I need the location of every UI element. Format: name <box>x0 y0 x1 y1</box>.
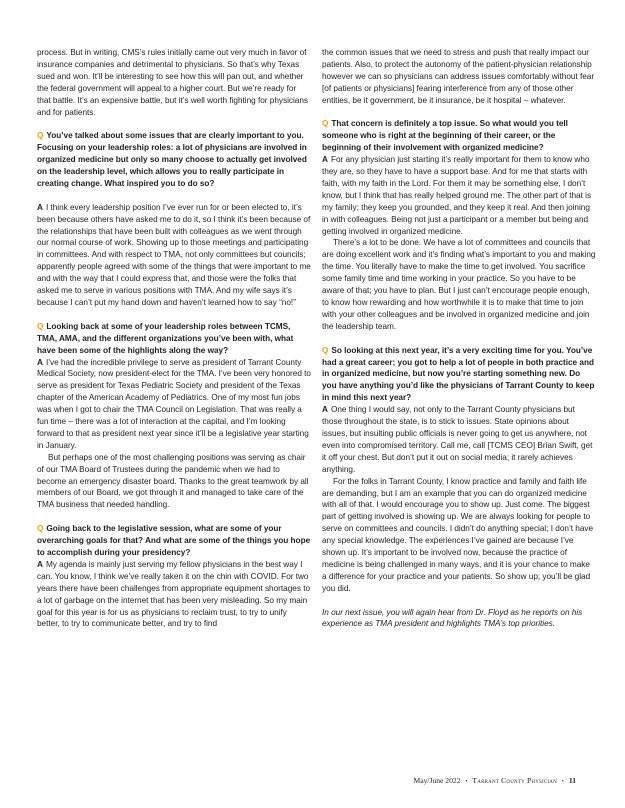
answer-text: My agenda is mainly just serving my fellow physicians in the best way I can. You know, I think we’ve really taken it on the chin with COVID. For two years there have been challenges from appropriate equipment shortages to a lot of garbage on the internet that has been very misleading. So my main goal for this year is for us as physicians to reclaim trust, to try to unify better, to try to communicate better, and try to find <box>37 559 311 629</box>
answer-text: I’ve had the incredible privilege to serve as president of Tarrant County Medical Society, now president-elect for the TMA. I’ve been very honored to serve as president for Texas Pediatric Society and president of the Texas chapter of the American Academy of Pediatrics. One of my most fun jobs was when I got to chair the TMA Council on Legislation. That was really a fun time – there was a lot of interaction at the capital, and I’m looking forward to that as president next year since it’ll be a legislative year starting in January. <box>37 357 311 450</box>
continued-paragraph: the common issues that we need to stress and push that really impact our patients. Also, to protect the autonomy of the patient-physician relationship however we can so physicians can address issues comfortably without fear [of patients or physicians] fearing interference from any of those other entities, be it government, be it insurance, be it hospital – whatever. <box>322 48 595 105</box>
question-5 <box>322 345 596 405</box>
answer-marker: A <box>37 357 43 367</box>
intro-paragraph: process. But in writing, CMS’s rules initially came out very much in favor of insurance companies and detrimental to physicians. So that’s why Texas sued and won. It’ll be interesting to see how this will pan out, and whether the federal government will appeal to a higher court. But we’re ready for that battle. It’s an expensive battle, but it’s well worth fighting for physicians and for patients. <box>37 48 309 117</box>
question-3 <box>37 523 311 559</box>
answer-text: For any physician just starting it’s really important for them to know who they are, so they have to have a support base. And for me that starts with faith, with my faith in the Lord. For them it may be something else, I don’t know, but I think that has really helped ground me. The other part of that is my family; they keep you grounded, and they keep it real. And then joining in with colleagues. Being not just a participant or a member but being and getting involved in organized medicine. <box>322 155 592 236</box>
answer-3 <box>37 559 311 630</box>
answer-text: One thing I would say, not only to the Tarrant County physicians but those throughout the state, is to stick to issues. State opinions about issues, but insulting public officials is never going to get us anywhere, not even into compromised territory. Call me, call [TCMS CEO] Brian Swift, get it off your chest. But don’t put it out on social media; it rarely achieves anything. <box>322 405 593 474</box>
footer-separator: • <box>561 779 564 785</box>
question-text: That concern is definitely a top issue. So what would you tell someone who is right at the beginning of their career, or the beginning of their involvement with organized medicine? <box>322 119 568 153</box>
answer-5 <box>322 404 596 475</box>
question-marker: Q <box>37 524 44 534</box>
question-text: Going back to the legislative session, what are some of your overarching goals for that? And what are some of the things you hope to accomplish during your presidency? <box>37 524 311 557</box>
answer-marker: A <box>322 405 328 415</box>
answer-marker: A <box>37 559 43 569</box>
question-2 <box>37 321 311 357</box>
question-marker: Q <box>37 321 44 331</box>
magazine-name: Tarrant County Physician <box>472 776 557 785</box>
answer-4-continued: There’s a lot to be done. We have a lot of committees and councils that are doing excellent work and it’s finding what’s important to you and making the time. You literally have to make the time to get involved. You sacrifice some family time and time working in your practice. So you have to be aware of that; you have to plan. But I just can’t encourage people enough, to know how rewarding and how worthwhile it is to make that time to join with your other colleagues and be involved in organized medicine and join the leadership team. <box>322 238 596 331</box>
page-footer <box>413 776 576 785</box>
page-number: 11 <box>568 776 576 785</box>
question-text: You’ve talked about some issues that are clearly important to you. Focusing on your leadership roles: a lot of physicians are involved in organized medicine but only so many choose to actually get involved on the leadership level, which allows you to really participate in creating change. What inspired you to do so? <box>37 131 307 188</box>
answer-text: I think every leadership position I’ve ever run for or been elected to, it’s been because others have asked me to do it, so I think it’s been because of the relationships that have been built with colleagues as we went through our normal course of work. Showing up to those meetings and participating in committees. And with respect to TMA, not only committees but councils; apparently people agreed with some of the things that were important to me and with the way that I could express that, and those were the folks that asked me to serve in various positions with TMA. And my wife says it’s because I can’t put my hand down and haven’t learned how to say “no!” <box>37 202 311 307</box>
question-1 <box>37 130 311 190</box>
right-column <box>322 47 596 630</box>
answer-marker: A <box>322 155 328 165</box>
question-text: So looking at this next year, it’s a very exciting time for you. You’ve had a great career; you got to help a lot of people in both practice and in organized medicine, but now you’re starting something new. Do you have anything you’d like the physicians of Tarrant County to keep in mind this next year? <box>322 345 595 403</box>
issue-date: May/June 2022 <box>413 776 461 785</box>
answer-5-continued: For the folks in Tarrant County, I know practice and family and faith life are demanding, but I am an example that you can do organized medicine with all of that. I would encourage you to show up. Just come. The biggest part of getting involved is showing up. We are always looking for people to serve on committees and councils. I didn’t do anything special; I don’t have any special knowledge. The experiences I’ve gained are because I’ve shown up. It’s important to be involved now, because the practice of medicine is being challenged in many ways, and it is your chance to make a difference for your practice and your patients. So show up; you’ll be glad you did. <box>322 476 594 593</box>
question-marker: Q <box>322 119 329 129</box>
answer-2-continued: But perhaps one of the most challenging positions was serving as chair of our TMA Board of Trustees during the pandemic when we had to become an emergency disaster board. Thanks to the great teamwork by all members of our Board, we got through it and managed to take care of the TMA business that needed handling. <box>37 452 309 510</box>
footer-separator: • <box>465 779 468 785</box>
question-4 <box>322 118 596 154</box>
answer-1 <box>37 202 311 309</box>
answer-4 <box>322 154 596 237</box>
answer-marker: A <box>37 202 43 212</box>
closing-note: In our next issue, you will again hear from Dr. Floyd as he reports on his experience as TMA president and highlights TMA’s top priorities. <box>322 607 583 629</box>
left-column <box>37 47 311 630</box>
question-text: Looking back at some of your leadership roles between TCMS, TMA, AMA, and the different organizations you’ve been with, what have been some of the highlights along the way? <box>37 321 294 355</box>
question-marker: Q <box>322 345 329 355</box>
answer-2 <box>37 357 311 452</box>
question-marker: Q <box>37 131 44 141</box>
